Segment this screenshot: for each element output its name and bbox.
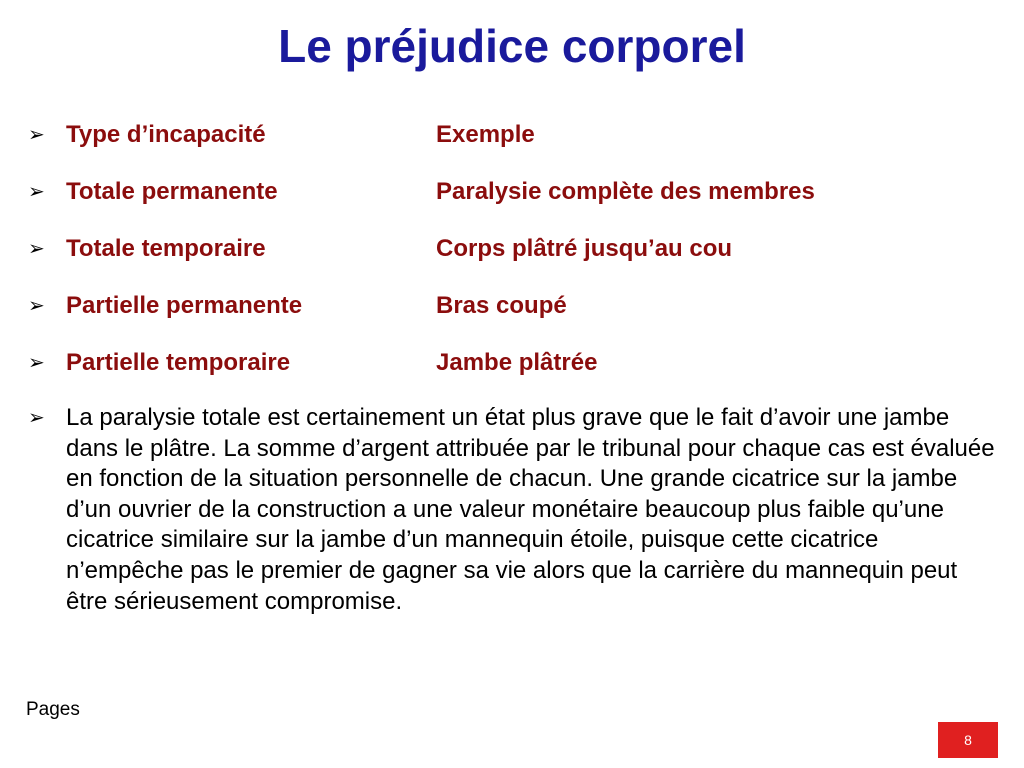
table-header-row (28, 120, 1008, 150)
row-type-label: Partielle temporaire (66, 349, 291, 376)
table-row (28, 234, 1008, 264)
slide-title: Le préjudice corporel (278, 20, 746, 72)
arrow-bullet-icon: ➢ (28, 124, 45, 146)
arrow-bullet-icon: ➢ (28, 295, 45, 317)
row-example-label: Corps plâtré jusqu’au cou (436, 235, 733, 262)
arrow-bullet-icon: ➢ (28, 352, 45, 374)
table-row (28, 291, 1008, 321)
row-type-label: Totale permanente (66, 178, 278, 205)
header-type-label: Type d’incapacité (66, 121, 266, 148)
row-example-label: Jambe plâtrée (436, 349, 598, 376)
explanation-paragraph: La paralysie totale est certainement un état plus grave que le fait d’avoir une jambe dans le plâtre. La somme d’argent attribuée par le tribunal pour chaque cas est évaluée en fonction de la situation personnelle de chacun. Une grande cicatrice sur la jambe d’un ouvrier de la construction a une valeur monétaire beaucoup plus faible qu’une cicatrice similaire sur la jambe d’un mannequin étoile, puisque cette cicatrice n’empêche pas le premier de gagner sa vie alors que la carrière du mannequin peut être sérieusement compromise. (66, 404, 995, 615)
arrow-bullet-icon: ➢ (28, 238, 45, 260)
page-number-badge: 8 (938, 722, 998, 758)
row-example-label: Bras coupé (436, 292, 567, 319)
explanation-paragraph-item (28, 403, 1000, 617)
row-type-label: Partielle permanente (66, 292, 303, 319)
arrow-bullet-icon: ➢ (28, 407, 45, 429)
table-row (28, 177, 1008, 207)
footer-pages-label: Pages (26, 699, 80, 720)
row-example-label: Paralysie complète des membres (436, 178, 815, 205)
arrow-bullet-icon: ➢ (28, 181, 45, 203)
row-type-label: Totale temporaire (66, 235, 266, 262)
table-row (28, 348, 1008, 378)
header-example-label: Exemple (436, 121, 535, 148)
